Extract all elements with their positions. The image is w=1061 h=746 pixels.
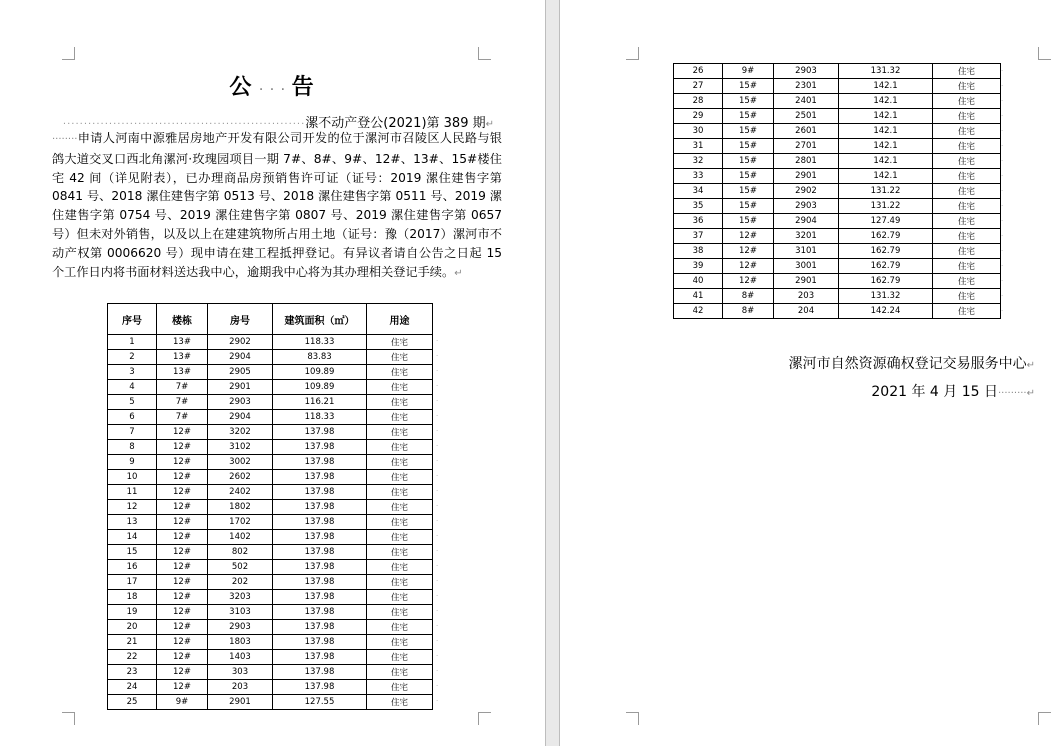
table-row [674, 79, 1001, 94]
cell-room: 2902 [208, 335, 273, 350]
table-row [108, 440, 433, 455]
issuing-organization: 漯河市自然资源确权登记交易服务中心 [788, 356, 1027, 372]
cell-building: 12# [157, 680, 208, 695]
cell-room: 2901 [208, 380, 273, 395]
cell-building: 12# [157, 440, 208, 455]
cell-room: 2801 [774, 154, 839, 169]
cell-index: 40 [674, 274, 723, 289]
cell-building: 12# [157, 455, 208, 470]
cell-index: 31 [674, 139, 723, 154]
cell-building: 15# [723, 94, 774, 109]
cell-building: 15# [723, 169, 774, 184]
table-row [108, 410, 433, 425]
cell-room: 2901 [208, 695, 273, 710]
cell-usage: 住宅 [933, 199, 1001, 214]
cell-area: 142.1 [839, 124, 933, 139]
table-row [108, 395, 433, 410]
cell-area: 142.1 [839, 139, 933, 154]
cell-index: 34 [674, 184, 723, 199]
cell-building: 12# [157, 650, 208, 665]
cell-usage: 住宅 [367, 380, 433, 395]
cell-area: 137.98 [273, 650, 367, 665]
cell-building: 13# [157, 335, 208, 350]
cell-usage: 住宅 [367, 425, 433, 440]
cell-area: 116.21 [273, 395, 367, 410]
cell-area: 131.22 [839, 184, 933, 199]
cell-building: 15# [723, 109, 774, 124]
cell-usage: 住宅 [367, 665, 433, 680]
cell-building: 12# [157, 590, 208, 605]
indent-dots: ········ [52, 134, 78, 145]
header-building: 楼栋 [157, 304, 208, 335]
cell-index: 5 [108, 395, 157, 410]
cell-room: 3103 [208, 605, 273, 620]
cell-usage: 住宅 [367, 365, 433, 380]
table-row [674, 94, 1001, 109]
cell-building: 12# [723, 229, 774, 244]
cell-room: 303 [208, 665, 273, 680]
table-row [108, 590, 433, 605]
table-row [674, 229, 1001, 244]
cell-area: 137.98 [273, 560, 367, 575]
cell-room: 2903 [774, 64, 839, 79]
table-row [108, 545, 433, 560]
cell-usage: 住宅 [933, 169, 1001, 184]
table-row [674, 244, 1001, 259]
table-row [108, 560, 433, 575]
cell-area: 137.98 [273, 440, 367, 455]
document-number: 漯不动产登公(2021)第 389 期 [305, 116, 486, 131]
cell-usage: 住宅 [367, 515, 433, 530]
cell-room: 502 [208, 560, 273, 575]
cell-usage: 住宅 [933, 214, 1001, 229]
cell-area: 162.79 [839, 229, 933, 244]
cell-index: 23 [108, 665, 157, 680]
cell-area: 142.1 [839, 79, 933, 94]
table-row [108, 695, 433, 710]
table-row [674, 214, 1001, 229]
cell-building: 12# [157, 545, 208, 560]
cell-room: 2902 [774, 184, 839, 199]
cell-building: 9# [157, 695, 208, 710]
property-table-part2 [673, 63, 1001, 319]
table-row [674, 184, 1001, 199]
paragraph-mark-icon: ↵ [1026, 360, 1035, 371]
cell-area: 109.89 [273, 380, 367, 395]
cell-index: 28 [674, 94, 723, 109]
cell-room: 2904 [774, 214, 839, 229]
table-row [674, 289, 1001, 304]
cell-area: 142.24 [839, 304, 933, 319]
cell-usage: 住宅 [933, 94, 1001, 109]
cell-index: 20 [108, 620, 157, 635]
cell-usage: 住宅 [933, 64, 1001, 79]
cell-room: 3002 [208, 455, 273, 470]
table-row [108, 605, 433, 620]
cell-room: 202 [208, 575, 273, 590]
table-row [108, 650, 433, 665]
cell-usage: 住宅 [933, 109, 1001, 124]
cell-building: 12# [157, 425, 208, 440]
cell-area: 118.33 [273, 410, 367, 425]
header-area: 建筑面积（㎡） [273, 304, 367, 335]
cell-building: 9# [723, 64, 774, 79]
cell-index: 22 [108, 650, 157, 665]
cell-room: 1802 [208, 500, 273, 515]
table-row [108, 425, 433, 440]
cell-room: 1403 [208, 650, 273, 665]
cell-index: 29 [674, 109, 723, 124]
table-row [108, 365, 433, 380]
cell-area: 131.32 [839, 289, 933, 304]
cell-usage: 住宅 [367, 455, 433, 470]
cell-index: 39 [674, 259, 723, 274]
cell-room: 3102 [208, 440, 273, 455]
cell-area: 142.1 [839, 109, 933, 124]
margin-corner-mark [62, 47, 75, 60]
table-row [108, 575, 433, 590]
cell-building: 13# [157, 365, 208, 380]
cell-index: 16 [108, 560, 157, 575]
property-table-part1 [107, 303, 433, 710]
cell-usage: 住宅 [367, 470, 433, 485]
cell-area: 137.98 [273, 455, 367, 470]
cell-building: 12# [157, 605, 208, 620]
cell-area: 137.98 [273, 530, 367, 545]
cell-room: 2402 [208, 485, 273, 500]
cell-index: 25 [108, 695, 157, 710]
cell-usage: 住宅 [367, 545, 433, 560]
cell-usage: 住宅 [933, 259, 1001, 274]
signature-block [670, 353, 1035, 409]
table-row [108, 485, 433, 500]
cell-area: 109.89 [273, 365, 367, 380]
header-room: 房号 [208, 304, 273, 335]
cell-area: 137.98 [273, 425, 367, 440]
cell-room: 204 [774, 304, 839, 319]
table-row [674, 154, 1001, 169]
cell-building: 12# [723, 259, 774, 274]
cell-index: 32 [674, 154, 723, 169]
cell-usage: 住宅 [367, 605, 433, 620]
cell-area: 137.98 [273, 620, 367, 635]
cell-room: 2701 [774, 139, 839, 154]
table-row [674, 199, 1001, 214]
cell-building: 15# [723, 214, 774, 229]
cell-area: 137.98 [273, 605, 367, 620]
cell-area: 137.98 [273, 485, 367, 500]
table-row [674, 124, 1001, 139]
table-row [108, 500, 433, 515]
cell-room: 1803 [208, 635, 273, 650]
margin-corner-mark [62, 712, 75, 725]
cell-room: 2903 [208, 620, 273, 635]
cell-index: 18 [108, 590, 157, 605]
cell-room: 2501 [774, 109, 839, 124]
cell-room: 2905 [208, 365, 273, 380]
cell-room: 802 [208, 545, 273, 560]
cell-building: 15# [723, 199, 774, 214]
cell-room: 2901 [774, 274, 839, 289]
table-row [674, 64, 1001, 79]
cell-room: 1702 [208, 515, 273, 530]
cell-index: 13 [108, 515, 157, 530]
cell-usage: 住宅 [367, 500, 433, 515]
header-usage: 用途 [367, 304, 433, 335]
cell-usage: 住宅 [367, 560, 433, 575]
margin-corner-mark [1038, 47, 1051, 60]
cell-area: 142.1 [839, 94, 933, 109]
cell-area: 127.55 [273, 695, 367, 710]
cell-index: 8 [108, 440, 157, 455]
cell-room: 3001 [774, 259, 839, 274]
cell-building: 15# [723, 139, 774, 154]
cell-building: 15# [723, 154, 774, 169]
table-header-row [108, 304, 433, 335]
cell-index: 30 [674, 124, 723, 139]
cell-usage: 住宅 [933, 79, 1001, 94]
cell-room: 1402 [208, 530, 273, 545]
cell-area: 142.1 [839, 169, 933, 184]
cell-room: 2901 [774, 169, 839, 184]
cell-area: 137.98 [273, 590, 367, 605]
cell-building: 8# [723, 304, 774, 319]
cell-usage: 住宅 [933, 304, 1001, 319]
cell-index: 7 [108, 425, 157, 440]
notice-title [0, 70, 545, 101]
table-row [674, 169, 1001, 184]
notice-body-text: 申请人河南中源雅居房地产开发有限公司开发的位于漯河市召陵区人民路与银鸽大道交叉口西北角漯河·玫瑰园项目一期 7#、8#、9#、12#、13#、15#楼住宅 42 间（详见附表），已办理商品房预销售许可证（证号：2019 漯住建售字第 0841 号、2018 漯住建售字第 0513 号、2018 漯住建售字第 0511 号、2019 漯住建售字第 0754 号、2019 漯住建售字第 0807 号、2019 漯住建售字第 0657 号）但未对外销售，以及以上在建建筑物所占用土地（证号：豫（2017）漯河市不动产权第 0006620 号）现申请在建工程抵押登记。有异议者请自公告之日起 15 个工作日内将书面材料送达我中心，逾期我中心将为其办理相关登记手续。 [52, 131, 506, 279]
table-row [674, 139, 1001, 154]
cell-building: 12# [157, 500, 208, 515]
cell-usage: 住宅 [367, 395, 433, 410]
cell-room: 2601 [774, 124, 839, 139]
cell-index: 3 [108, 365, 157, 380]
cell-index: 17 [108, 575, 157, 590]
row-end-marks: · · · · · · · · · · · · · · · · · · · · · · · · · [436, 337, 439, 705]
cell-room: 3203 [208, 590, 273, 605]
cell-room: 3101 [774, 244, 839, 259]
cell-building: 12# [157, 485, 208, 500]
margin-corner-mark [478, 47, 491, 60]
cell-index: 26 [674, 64, 723, 79]
margin-corner-mark [626, 47, 639, 60]
table-row [108, 470, 433, 485]
cell-usage: 住宅 [367, 635, 433, 650]
page-gutter [545, 0, 560, 746]
cell-index: 1 [108, 335, 157, 350]
cell-building: 12# [157, 515, 208, 530]
table-row [108, 515, 433, 530]
cell-index: 35 [674, 199, 723, 214]
cell-area: 137.98 [273, 470, 367, 485]
table-row [108, 680, 433, 695]
cell-building: 7# [157, 380, 208, 395]
table-row [108, 350, 433, 365]
cell-index: 15 [108, 545, 157, 560]
cell-building: 12# [157, 470, 208, 485]
cell-area: 137.98 [273, 575, 367, 590]
cell-building: 12# [157, 665, 208, 680]
cell-index: 4 [108, 380, 157, 395]
cell-index: 38 [674, 244, 723, 259]
cell-usage: 住宅 [933, 289, 1001, 304]
table-row [674, 109, 1001, 124]
cell-building: 12# [157, 560, 208, 575]
cell-index: 12 [108, 500, 157, 515]
margin-corner-mark [1038, 712, 1051, 725]
cell-room: 2401 [774, 94, 839, 109]
cell-index: 24 [108, 680, 157, 695]
cell-index: 33 [674, 169, 723, 184]
cell-room: 2301 [774, 79, 839, 94]
cell-usage: 住宅 [933, 139, 1001, 154]
cell-index: 9 [108, 455, 157, 470]
cell-area: 131.22 [839, 199, 933, 214]
cell-usage: 住宅 [933, 124, 1001, 139]
cell-usage: 住宅 [367, 575, 433, 590]
table-row [674, 274, 1001, 289]
header-index: 序号 [108, 304, 157, 335]
cell-room: 2903 [208, 395, 273, 410]
cell-room: 203 [208, 680, 273, 695]
cell-usage: 住宅 [367, 620, 433, 635]
cell-index: 36 [674, 214, 723, 229]
cell-area: 118.33 [273, 335, 367, 350]
cell-room: 3201 [774, 229, 839, 244]
cell-usage: 住宅 [367, 530, 433, 545]
cell-area: 127.49 [839, 214, 933, 229]
cell-usage: 住宅 [367, 485, 433, 500]
cell-building: 15# [723, 184, 774, 199]
cell-usage: 住宅 [367, 590, 433, 605]
cell-building: 12# [157, 620, 208, 635]
row-end-marks: · · · · · · · · · · · · · · · · · [1001, 67, 1004, 315]
cell-area: 162.79 [839, 274, 933, 289]
cell-index: 37 [674, 229, 723, 244]
notice-title-text: 公 · · · 告 [229, 75, 316, 100]
cell-index: 14 [108, 530, 157, 545]
cell-usage: 住宅 [367, 440, 433, 455]
cell-area: 137.98 [273, 545, 367, 560]
cell-building: 12# [157, 575, 208, 590]
cell-index: 41 [674, 289, 723, 304]
cell-building: 15# [723, 124, 774, 139]
table-row [108, 335, 433, 350]
cell-usage: 住宅 [933, 229, 1001, 244]
cell-room: 2904 [208, 350, 273, 365]
table-row [674, 259, 1001, 274]
table-row [108, 665, 433, 680]
cell-usage: 住宅 [367, 410, 433, 425]
margin-corner-mark [626, 712, 639, 725]
table-row [108, 530, 433, 545]
cell-building: 15# [723, 79, 774, 94]
cell-area: 137.98 [273, 635, 367, 650]
table-row [108, 380, 433, 395]
cell-building: 7# [157, 395, 208, 410]
cell-building: 12# [723, 244, 774, 259]
cell-area: 131.32 [839, 64, 933, 79]
cell-index: 27 [674, 79, 723, 94]
cell-area: 137.98 [273, 680, 367, 695]
cell-usage: 住宅 [933, 154, 1001, 169]
cell-usage: 住宅 [933, 274, 1001, 289]
issue-date: 2021 年 4 月 15 日 [871, 384, 998, 400]
cell-room: 203 [774, 289, 839, 304]
cell-building: 13# [157, 350, 208, 365]
cell-usage: 住宅 [367, 350, 433, 365]
table-row [674, 304, 1001, 319]
cell-index: 19 [108, 605, 157, 620]
cell-index: 2 [108, 350, 157, 365]
cell-usage: 住宅 [367, 650, 433, 665]
cell-area: 162.79 [839, 244, 933, 259]
paragraph-mark-icon: ↵ [454, 267, 463, 279]
cell-index: 21 [108, 635, 157, 650]
cell-area: 137.98 [273, 500, 367, 515]
cell-area: 142.1 [839, 154, 933, 169]
cell-usage: 住宅 [933, 184, 1001, 199]
paragraph-mark-icon: ↵ [485, 119, 494, 130]
cell-usage: 住宅 [367, 335, 433, 350]
cell-area: 137.98 [273, 665, 367, 680]
cell-area: 162.79 [839, 259, 933, 274]
table-row [108, 620, 433, 635]
cell-room: 3202 [208, 425, 273, 440]
notice-body [52, 129, 506, 283]
cell-area: 83.83 [273, 350, 367, 365]
table-row [108, 455, 433, 470]
cell-building: 12# [723, 274, 774, 289]
cell-usage: 住宅 [367, 680, 433, 695]
cell-usage: 住宅 [933, 244, 1001, 259]
cell-index: 11 [108, 485, 157, 500]
cell-building: 12# [157, 635, 208, 650]
cell-building: 8# [723, 289, 774, 304]
cell-area: 137.98 [273, 515, 367, 530]
cell-index: 6 [108, 410, 157, 425]
cell-building: 7# [157, 410, 208, 425]
cell-index: 42 [674, 304, 723, 319]
cell-usage: 住宅 [367, 695, 433, 710]
cell-index: 10 [108, 470, 157, 485]
cell-building: 12# [157, 530, 208, 545]
dot-leader: ·························································· [62, 119, 306, 130]
table-row [108, 635, 433, 650]
cell-room: 2904 [208, 410, 273, 425]
cell-room: 2602 [208, 470, 273, 485]
dot-leader: ·········↵ [998, 388, 1035, 399]
margin-corner-mark [478, 712, 491, 725]
cell-room: 2903 [774, 199, 839, 214]
